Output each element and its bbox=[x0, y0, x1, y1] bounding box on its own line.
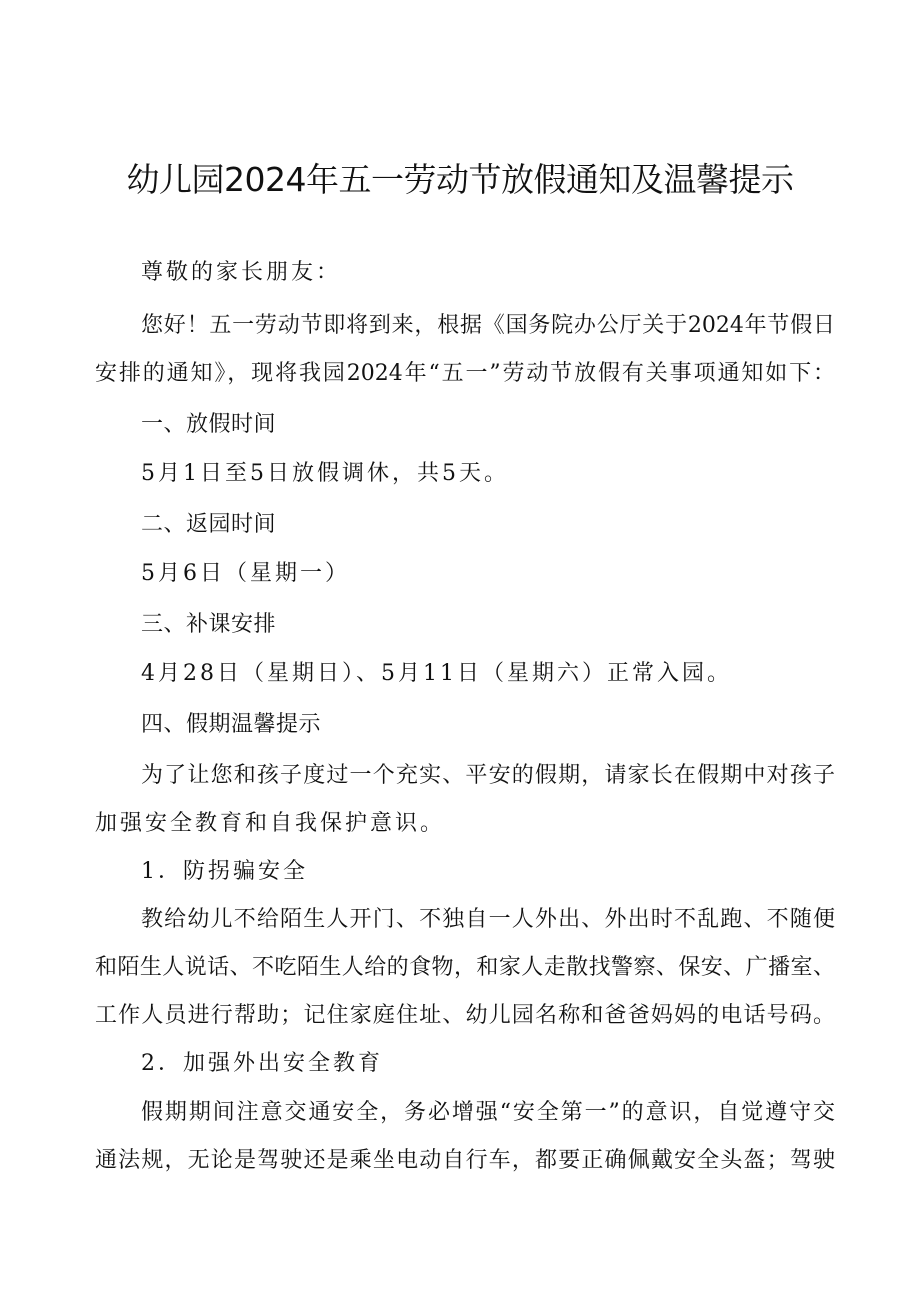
holiday-time-text: 5月1日至5日放假调休，共5天。 bbox=[141, 461, 509, 486]
intro-line-2: 安排的通知》，现将我园2024年“五一”劳动节放假有关事项通知如下： bbox=[95, 361, 835, 386]
tip-2-line-2: 通法规，无论是驾驶还是乘坐电动自行车，都要正确佩戴安全头盔；驾驶 bbox=[95, 1148, 835, 1173]
tip-1-title: 1．防拐骗安全 bbox=[141, 859, 308, 884]
tip-1-line-1: 教给幼儿不给陌生人开门、不独自一人外出、外出时不乱跑、不随便 bbox=[141, 907, 835, 932]
tip-1-line-3: 工作人员进行帮助；记住家庭住址、幼儿园名称和爸爸妈妈的电话号码。 bbox=[95, 1003, 835, 1028]
section-heading-return-time: 二、返园时间 bbox=[141, 512, 277, 537]
tips-intro-line-2: 加强安全教育和自我保护意识。 bbox=[95, 811, 446, 836]
greeting: 尊敬的家长朋友： bbox=[141, 260, 342, 285]
document-title: 幼儿园2024年五一劳动节放假通知及温馨提示 bbox=[126, 160, 794, 199]
section-heading-holiday-tips: 四、假期温馨提示 bbox=[141, 712, 322, 737]
makeup-classes-text: 4月28日（星期日）、5月11日（星期六）正常入园。 bbox=[141, 661, 732, 686]
tip-2-line-1: 假期期间注意交通安全，务必增强“安全第一”的意识，自觉遵守交 bbox=[141, 1100, 835, 1125]
section-heading-holiday-time: 一、放假时间 bbox=[141, 412, 277, 437]
tips-intro-line-1: 为了让您和孩子度过一个充实、平安的假期，请家长在假期中对孩子 bbox=[141, 763, 835, 788]
section-heading-makeup-classes: 三、补课安排 bbox=[141, 612, 277, 637]
tip-2-title: 2．加强外出安全教育 bbox=[141, 1051, 383, 1076]
intro-line-1: 您好！五一劳动节即将到来，根据《国务院办公厅关于2024年节假日 bbox=[141, 313, 835, 338]
return-time-text: 5月6日（星期一） bbox=[141, 561, 350, 586]
tip-1-line-2: 和陌生人说话、不吃陌生人给的食物，和家人走散找警察、保安、广播室、 bbox=[95, 955, 835, 980]
